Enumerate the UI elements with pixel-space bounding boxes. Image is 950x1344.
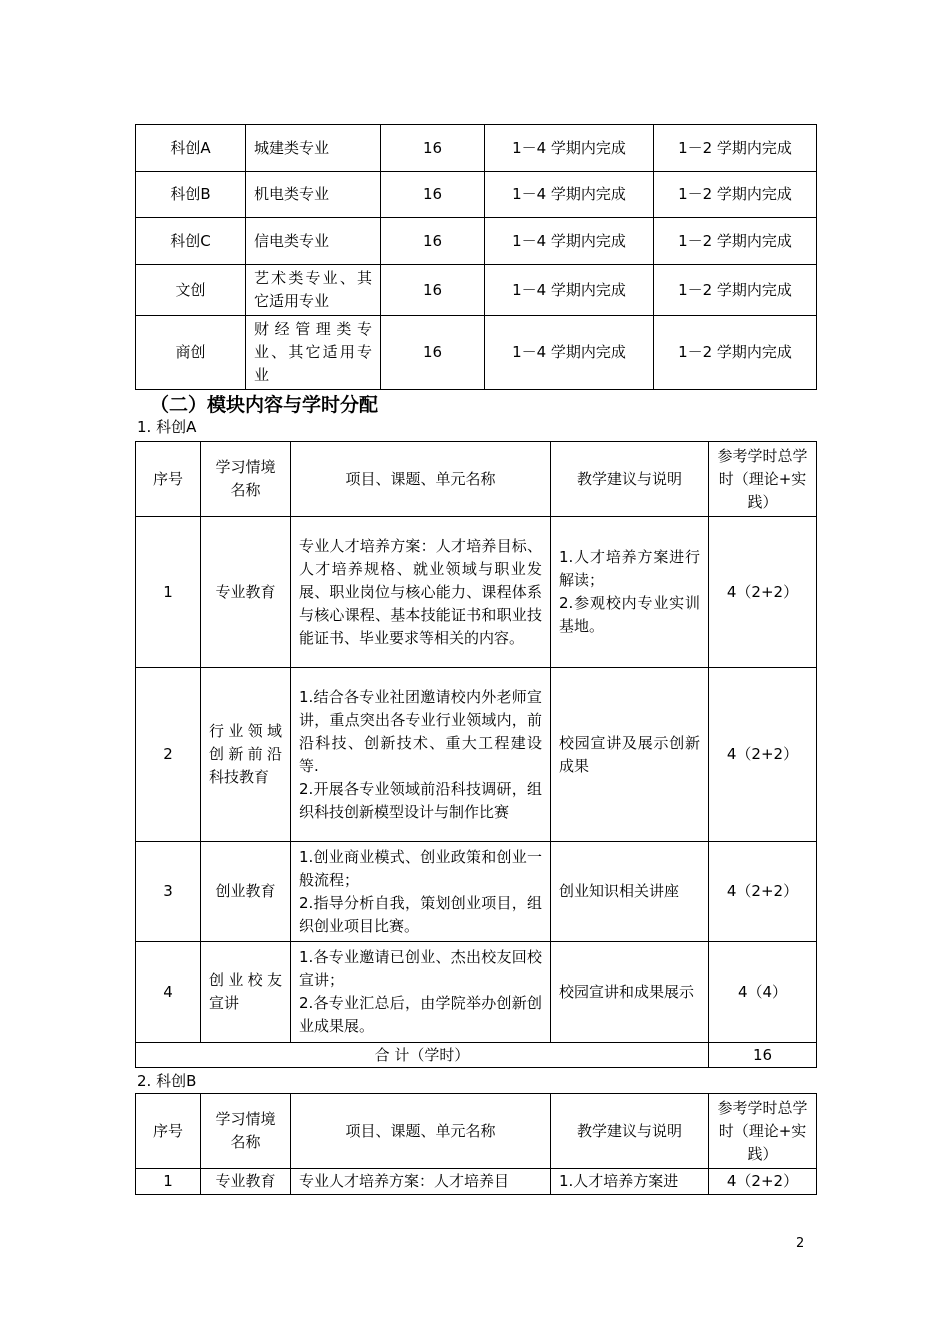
completion-range: 1－2 学期内完成: [654, 265, 817, 316]
header-context: 学习情境名称: [201, 1094, 291, 1169]
applicable-major: 财经管理类专业、其它适用专业: [246, 316, 381, 390]
completion-range: 1－4 学期内完成: [485, 172, 654, 218]
module-hours: 16: [381, 265, 485, 316]
module-overview-table: [135, 124, 817, 390]
section-title: （二）模块内容与学时分配: [150, 394, 379, 416]
header-seq: 序号: [136, 442, 201, 517]
subsection-title-a: 1. 科创A: [137, 418, 197, 436]
header-context: 学习情境名称: [201, 442, 291, 517]
header-project: 项目、课题、单元名称: [291, 1094, 551, 1169]
total-row: [136, 1043, 817, 1068]
module-name: 商创: [136, 316, 246, 390]
total-label: 合 计（学时）: [136, 1043, 709, 1068]
row-advice: 校园宣讲及展示创新成果: [551, 668, 709, 842]
row-advice: 创业知识相关讲座: [551, 842, 709, 942]
header-advice: 教学建议与说明: [551, 442, 709, 517]
completion-range: 1－2 学期内完成: [654, 125, 817, 172]
row-seq: 1: [136, 1169, 201, 1195]
completion-range: 1－4 学期内完成: [485, 265, 654, 316]
total-value: 16: [709, 1043, 817, 1068]
table-header-row: [136, 442, 817, 517]
table-header-row: [136, 1094, 817, 1169]
header-hours: 参考学时总学时（理论+实践）: [709, 1094, 817, 1169]
row-hours: 4（2+2）: [709, 517, 817, 668]
row-advice: 1.人才培养方案进行解读； 2.参观校内专业实训基地。: [551, 517, 709, 668]
row-project: 专业人才培养方案：人才培养目: [291, 1169, 551, 1195]
module-hours: 16: [381, 172, 485, 218]
row-context: 创业校友宣讲: [201, 942, 291, 1043]
table-row: [136, 942, 817, 1043]
row-seq: 4: [136, 942, 201, 1043]
row-project: 1.结合各专业社团邀请校内外老师宣讲，重点突出各专业行业领域内，前沿科技、创新技术、重大工程建设等. 2.开展各专业领域前沿科技调研，组织科技创新模型设计与制作比赛: [291, 668, 551, 842]
row-project: 1.创业商业模式、创业政策和创业一般流程； 2.指导分析自我，策划创业项目，组织创业项目比赛。: [291, 842, 551, 942]
row-seq: 3: [136, 842, 201, 942]
module-name: 科创C: [136, 218, 246, 265]
header-project: 项目、课题、单元名称: [291, 442, 551, 517]
table-row: [136, 517, 817, 668]
module-hours: 16: [381, 125, 485, 172]
header-seq: 序号: [136, 1094, 201, 1169]
table-row: [136, 218, 817, 265]
header-hours: 参考学时总学时（理论+实践）: [709, 442, 817, 517]
row-context: 专业教育: [201, 517, 291, 668]
module-name: 文创: [136, 265, 246, 316]
completion-range: 1－4 学期内完成: [485, 218, 654, 265]
completion-range: 1－2 学期内完成: [654, 172, 817, 218]
row-advice: 校园宣讲和成果展示: [551, 942, 709, 1043]
table-row: [136, 842, 817, 942]
module-b-content-table: [135, 1093, 817, 1195]
table-row: [136, 316, 817, 390]
applicable-major: 信电类专业: [246, 218, 381, 265]
completion-range: 1－2 学期内完成: [654, 218, 817, 265]
row-hours: 4（2+2）: [709, 668, 817, 842]
row-context: 专业教育: [201, 1169, 291, 1195]
completion-range: 1－2 学期内完成: [654, 316, 817, 390]
row-hours: 4（4）: [709, 942, 817, 1043]
row-context: 行业领域创新前沿科技教育: [201, 668, 291, 842]
page-number: 2: [796, 1236, 805, 1251]
completion-range: 1－4 学期内完成: [485, 316, 654, 390]
module-name: 科创B: [136, 172, 246, 218]
table-row: [136, 1169, 817, 1195]
applicable-major: 艺术类专业、其它适用专业: [246, 265, 381, 316]
row-context: 创业教育: [201, 842, 291, 942]
row-project: 专业人才培养方案：人才培养目标、人才培养规格、就业领域与职业发展、职业岗位与核心能力、课程体系与核心课程、基本技能证书和职业技能证书、毕业要求等相关的内容。: [291, 517, 551, 668]
header-advice: 教学建议与说明: [551, 1094, 709, 1169]
row-hours: 4（2+2）: [709, 1169, 817, 1195]
row-hours: 4（2+2）: [709, 842, 817, 942]
module-hours: 16: [381, 316, 485, 390]
table-row: [136, 172, 817, 218]
module-name: 科创A: [136, 125, 246, 172]
table-row: [136, 125, 817, 172]
table-row: [136, 265, 817, 316]
applicable-major: 城建类专业: [246, 125, 381, 172]
row-project: 1.各专业邀请已创业、杰出校友回校宣讲； 2.各专业汇总后，由学院举办创新创业成果展。: [291, 942, 551, 1043]
module-hours: 16: [381, 218, 485, 265]
row-seq: 2: [136, 668, 201, 842]
row-advice: 1.人才培养方案进: [551, 1169, 709, 1195]
completion-range: 1－4 学期内完成: [485, 125, 654, 172]
subsection-title-b: 2. 科创B: [137, 1072, 197, 1090]
row-seq: 1: [136, 517, 201, 668]
applicable-major: 机电类专业: [246, 172, 381, 218]
table-row: [136, 668, 817, 842]
module-a-content-table: [135, 441, 817, 1068]
